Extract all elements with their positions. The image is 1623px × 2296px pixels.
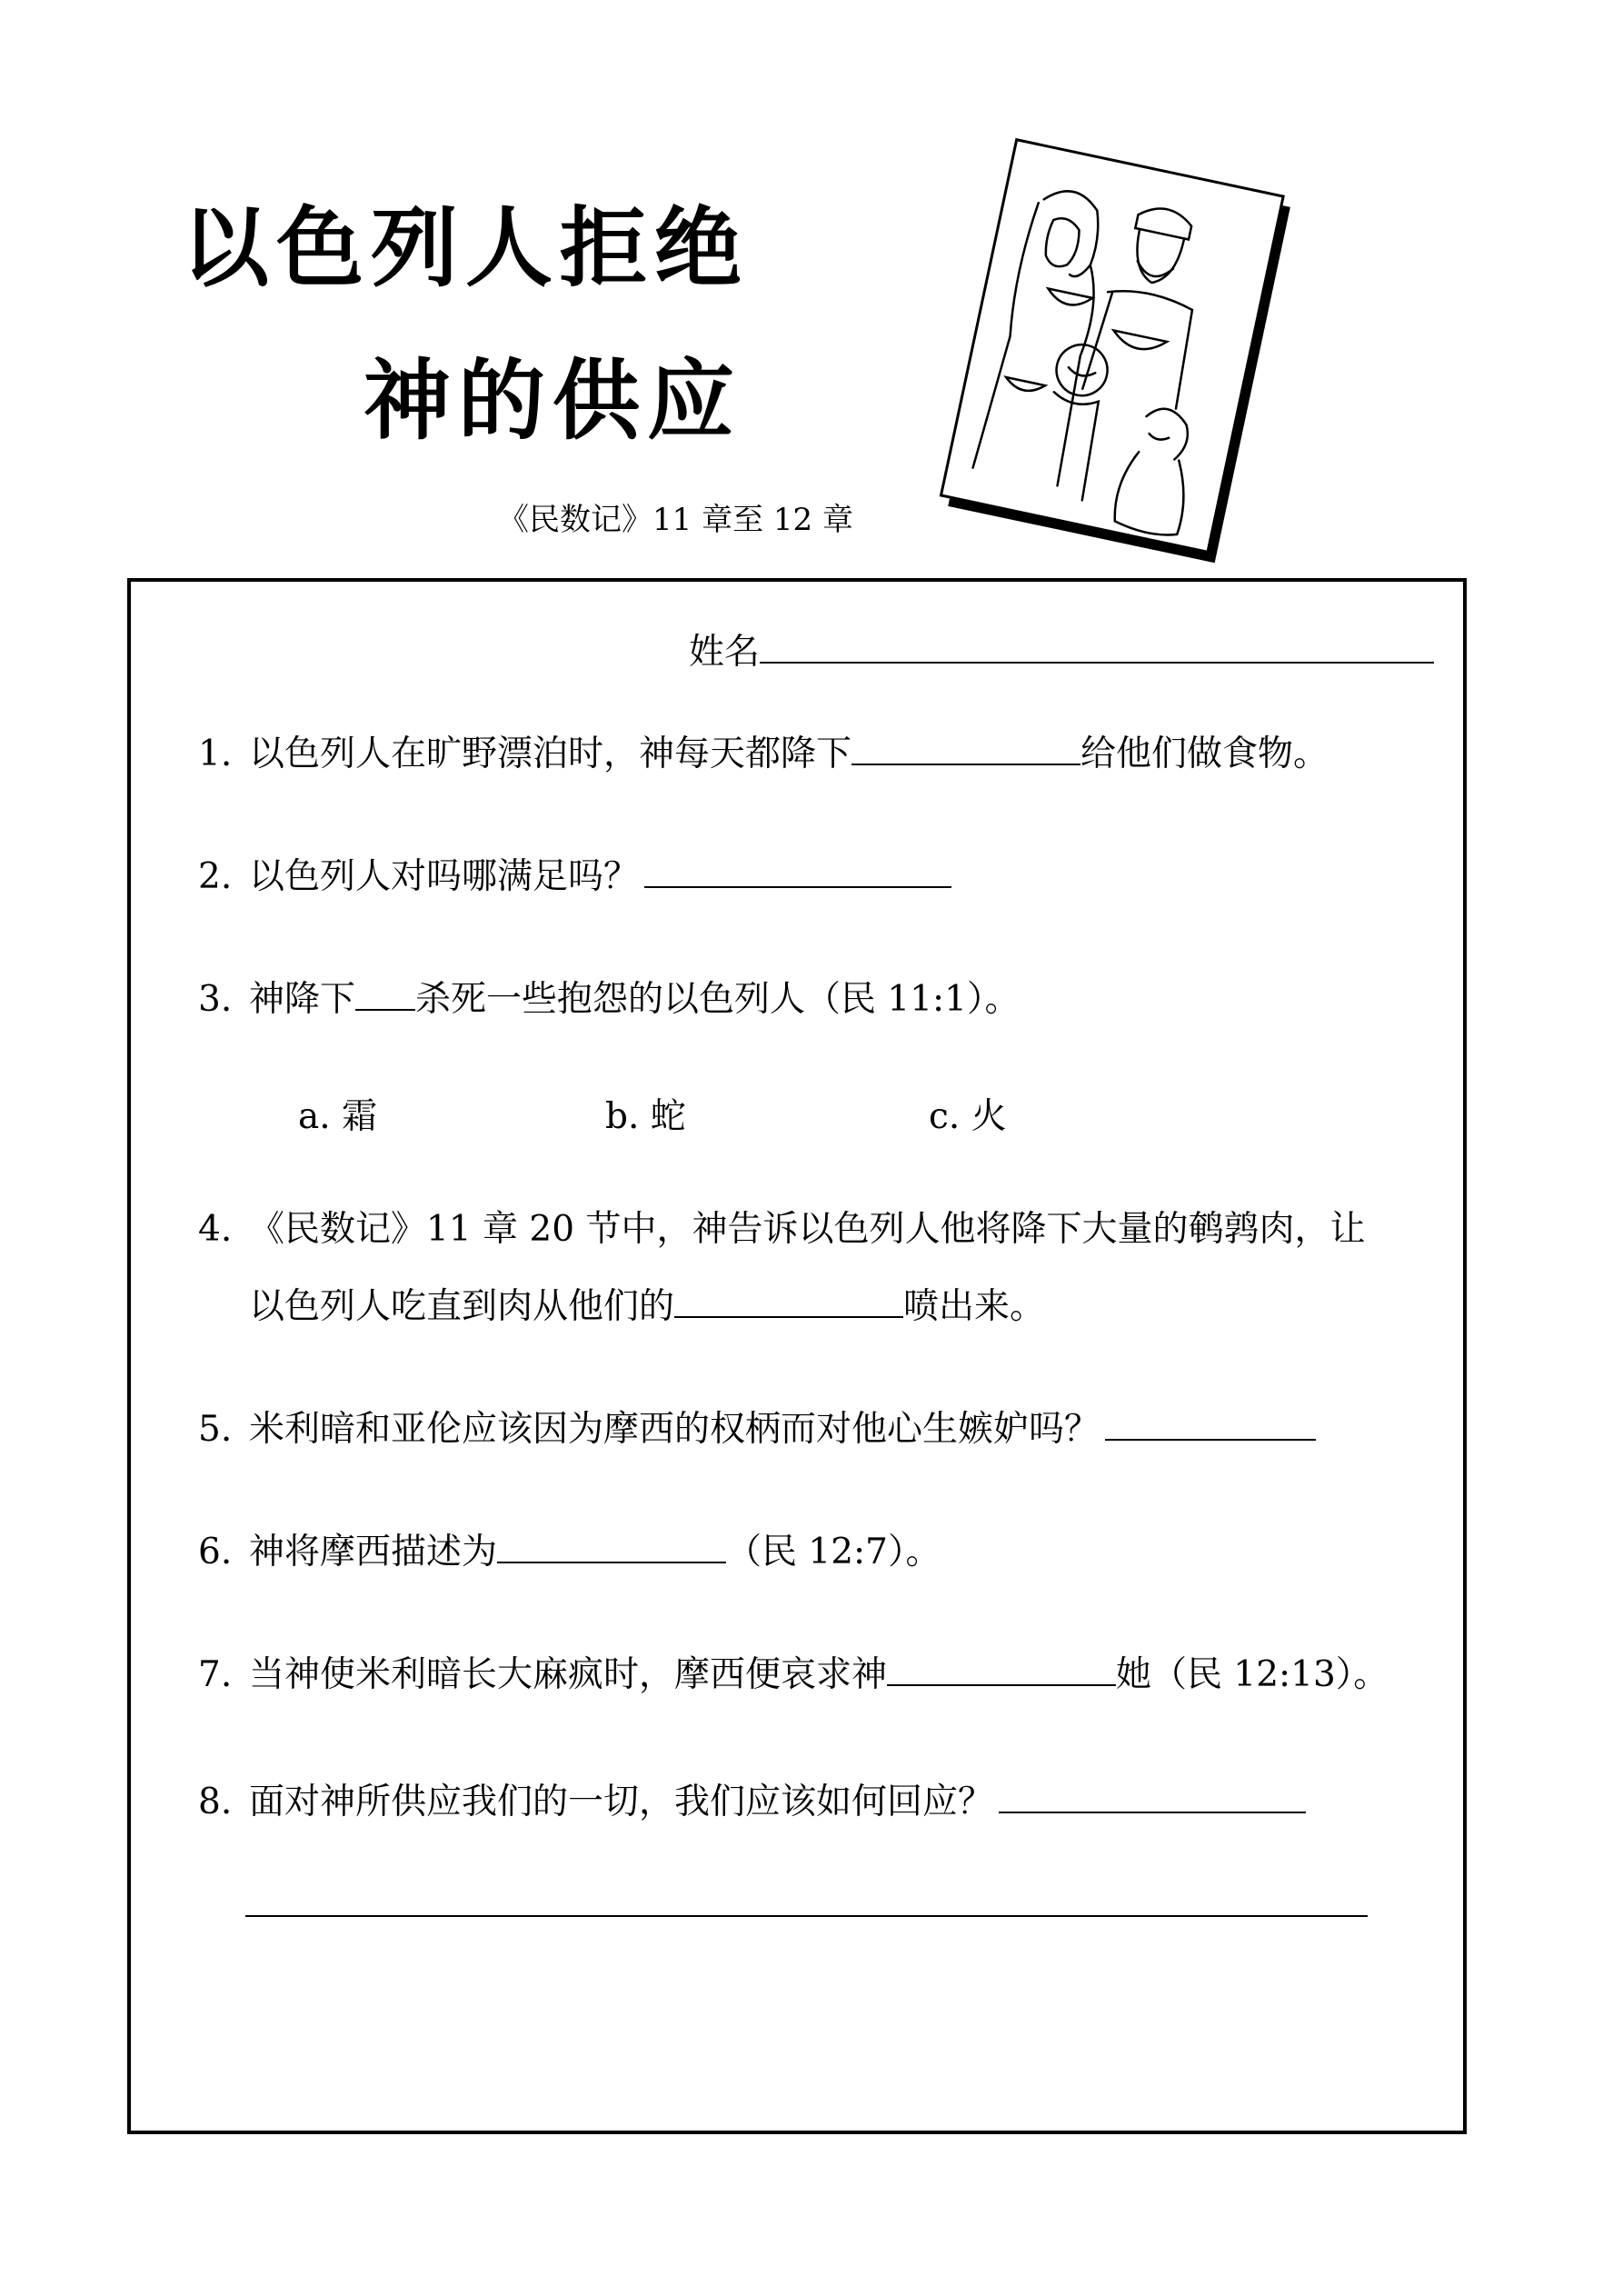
answer-blank-3[interactable]	[355, 1008, 415, 1011]
option-text: 火	[971, 1096, 1007, 1137]
answer-blank-5[interactable]	[1105, 1438, 1316, 1441]
question-3	[198, 979, 1021, 1022]
page-title	[182, 197, 818, 452]
question-text: 以色列人吃直到肉从他们的	[249, 1286, 675, 1327]
option-text: 霜	[342, 1096, 378, 1137]
title-line-1: 以色列人拒绝	[182, 197, 749, 299]
question-text: 以色列人在旷野漂泊时，神每天都降下	[249, 734, 852, 774]
question-number: 1.	[198, 734, 233, 774]
question-text: 以色列人对吗哪满足吗？	[249, 856, 640, 897]
question-text-after: 她（民 12:13）。	[1116, 1654, 1389, 1695]
option-a[interactable]	[298, 1088, 377, 1139]
answer-blank-1[interactable]	[851, 763, 1080, 765]
scripture-reference: 《民数记》11 章至 12 章	[498, 502, 853, 538]
name-input[interactable]	[760, 661, 1434, 664]
title-line-2: 神的供应	[363, 350, 742, 452]
option-b[interactable]	[605, 1088, 686, 1139]
question-text: 当神使米利暗长大麻疯时，摩西便哀求神	[249, 1654, 888, 1695]
option-letter: b.	[605, 1096, 640, 1137]
question-text: 神将摩西描述为	[249, 1532, 498, 1572]
question-number: 3.	[198, 979, 233, 1020]
name-field	[689, 632, 1434, 674]
question-8	[198, 1782, 1306, 1824]
answer-blank-8-continued[interactable]	[245, 1915, 1368, 1917]
answer-blank-2[interactable]	[644, 885, 951, 888]
family-with-food-picture-icon	[927, 136, 1309, 573]
question-4-continued	[249, 1286, 1045, 1329]
question-text: 米利暗和亚伦应该因为摩西的权柄而对他心生嫉妒吗？	[249, 1409, 1100, 1450]
question-1	[198, 734, 1329, 776]
question-text: 面对神所供应我们的一切，我们应该如何回应？	[249, 1782, 994, 1822]
answer-blank-4[interactable]	[674, 1315, 903, 1318]
answer-blank-7[interactable]	[887, 1683, 1116, 1686]
option-text: 蛇	[650, 1096, 686, 1137]
question-text: 《民数记》11 章 20 节中，神告诉以色列人他将降下大量的鹌鹑肉，让	[249, 1209, 1366, 1250]
question-number: 8.	[198, 1782, 233, 1822]
question-number: 6.	[198, 1532, 233, 1572]
worksheet-box	[127, 578, 1467, 2134]
question-7	[198, 1654, 1389, 1697]
question-text-after: 杀死一些抱怨的以色列人（民 11:1）。	[415, 979, 1021, 1020]
answer-blank-6[interactable]	[497, 1561, 726, 1563]
question-2	[198, 856, 951, 899]
question-number: 5.	[198, 1409, 233, 1450]
option-letter: a.	[298, 1096, 331, 1137]
option-c[interactable]	[929, 1088, 1007, 1139]
question-number: 2.	[198, 856, 233, 897]
question-text-after: 给他们做食物。	[1080, 734, 1329, 774]
answer-blank-8[interactable]	[999, 1811, 1306, 1813]
option-letter: c.	[929, 1096, 961, 1137]
name-label: 姓名	[689, 632, 761, 673]
question-4	[198, 1209, 1365, 1252]
question-number: 7.	[198, 1654, 233, 1695]
question-number: 4.	[198, 1209, 233, 1250]
question-5	[198, 1409, 1316, 1452]
question-text: 神降下	[249, 979, 356, 1020]
question-6	[198, 1532, 941, 1574]
question-text-after: （民 12:7）。	[726, 1532, 941, 1572]
question-text-after: 喷出来。	[903, 1286, 1046, 1327]
